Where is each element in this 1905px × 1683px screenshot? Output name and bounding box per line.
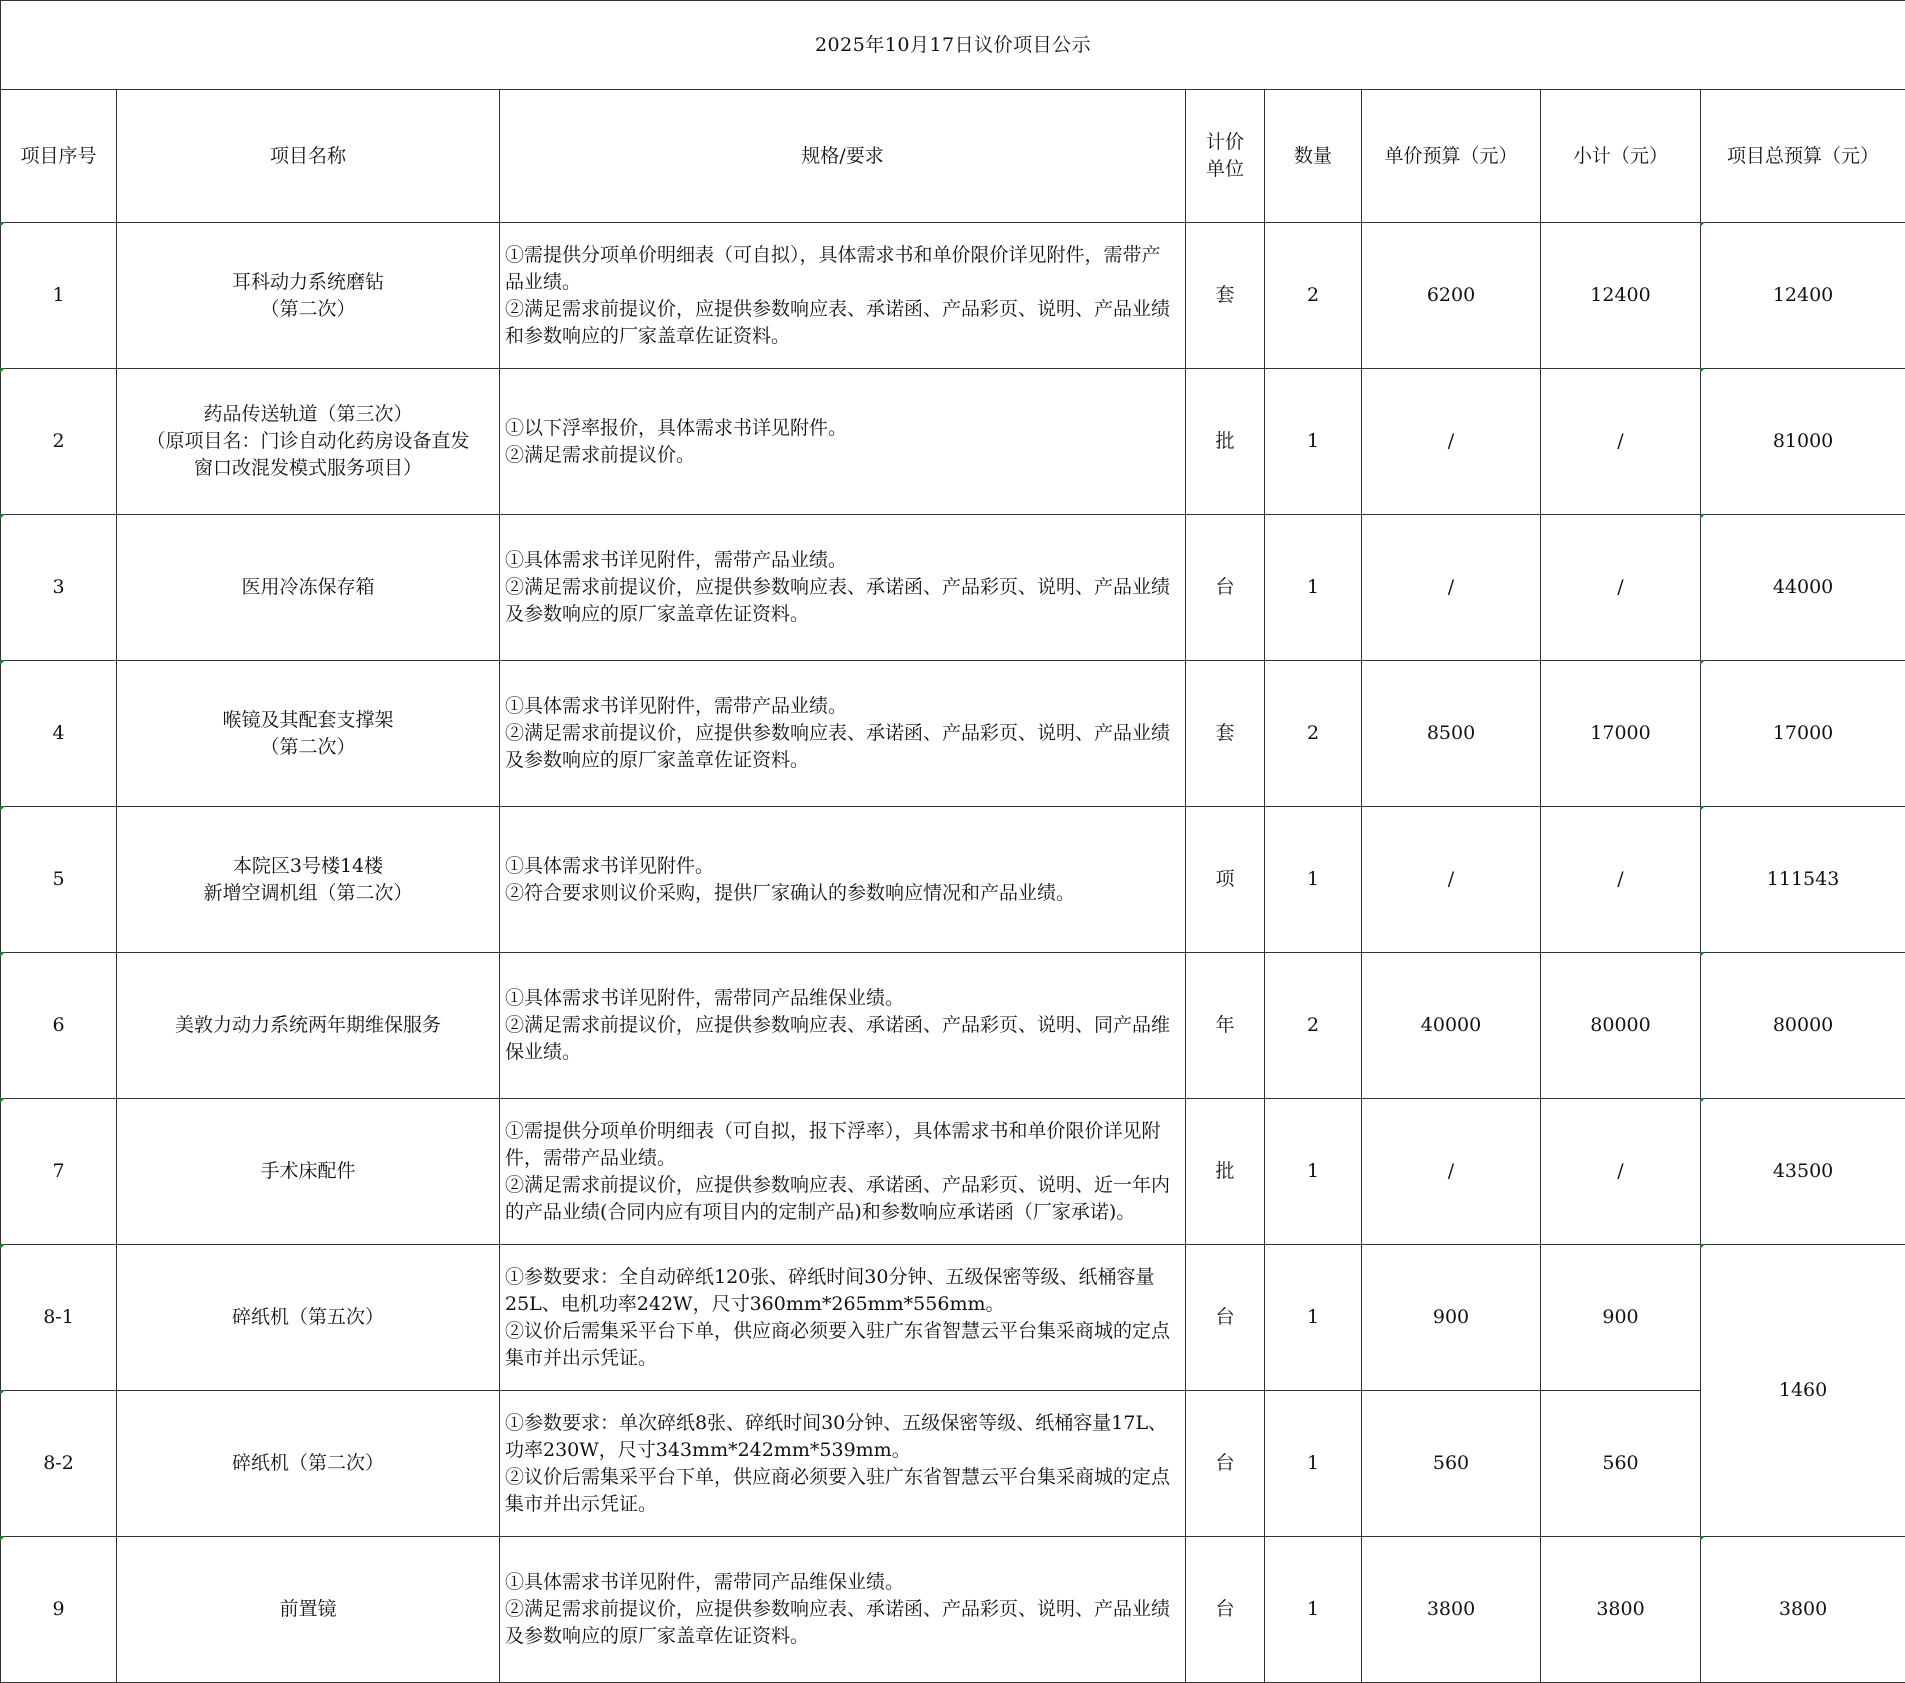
row-qty: 1 bbox=[1265, 1245, 1362, 1391]
header-qty: 数量 bbox=[1265, 90, 1362, 223]
row-no bbox=[1, 369, 117, 515]
row-price: 560 bbox=[1362, 1391, 1541, 1537]
row-unit: 项 bbox=[1186, 807, 1265, 953]
row-subtotal: 80000 bbox=[1541, 953, 1701, 1099]
row-no bbox=[1, 1099, 117, 1245]
table-row bbox=[1, 369, 1905, 515]
row-name-line: 新增空调机组（第二次） bbox=[203, 881, 413, 904]
row-total bbox=[1701, 223, 1905, 369]
row-no-text: 7 bbox=[52, 1160, 65, 1182]
cell-marker bbox=[0, 806, 5, 811]
row-no-text: 5 bbox=[52, 868, 65, 890]
row-subtotal: 3800 bbox=[1541, 1537, 1701, 1683]
row-total bbox=[1701, 1245, 1905, 1537]
cell-marker bbox=[0, 1536, 5, 1541]
row-name-line: 药品传送轨道（第三次） bbox=[203, 403, 413, 425]
row-spec-line: ①具体需求书详见附件，需带同产品维保业绩。 bbox=[505, 987, 905, 1009]
row-spec-line: ②符合要求则议价采购，提供厂家确认的参数响应情况和产品业绩。 bbox=[505, 881, 1076, 904]
row-price: 8500 bbox=[1362, 661, 1541, 807]
cell-marker bbox=[1700, 1098, 1705, 1103]
header-name: 项目名称 bbox=[117, 90, 500, 223]
row-qty: 1 bbox=[1265, 1099, 1362, 1245]
header-spec: 规格/要求 bbox=[500, 90, 1186, 223]
row-no-text: 3 bbox=[52, 576, 65, 598]
row-price: / bbox=[1362, 515, 1541, 661]
row-spec-line: ①参数要求：全自动碎纸120张、碎纸时间30分钟、五级保密等级、纸桶容量25L、电机功率242W，尺寸360mm*265mm*556mm。 bbox=[505, 1265, 1155, 1315]
row-total bbox=[1701, 953, 1905, 1099]
row-name-line: 碎纸机（第二次） bbox=[231, 1452, 384, 1474]
row-subtotal: / bbox=[1541, 1099, 1701, 1245]
row-spec-line: ①具体需求书详见附件，需带同产品维保业绩。 bbox=[505, 1571, 905, 1593]
row-name bbox=[117, 369, 500, 515]
row-no-text: 4 bbox=[52, 722, 65, 744]
table-row bbox=[1, 223, 1905, 369]
row-spec-line: ②议价后需集采平台下单，供应商必须要入驻广东省智慧云平台集采商城的定点集市并出示凭证。 bbox=[505, 1465, 1171, 1515]
row-name-line: （原项目名：门诊自动化药房设备直发 bbox=[146, 430, 470, 452]
row-price: 6200 bbox=[1362, 223, 1541, 369]
row-price: 40000 bbox=[1362, 953, 1541, 1099]
row-spec-line: ②满足需求前提议价，应提供参数响应表、承诺函、产品彩页、说明、产品业绩及参数响应的原厂家盖章佐证资料。 bbox=[505, 1598, 1171, 1647]
row-spec bbox=[500, 953, 1186, 1099]
row-spec-line: ②议价后需集采平台下单，供应商必须要入驻广东省智慧云平台集采商城的定点集市并出示凭证。 bbox=[505, 1319, 1171, 1369]
cell-marker bbox=[1700, 952, 1705, 957]
row-name-line: 手术床配件 bbox=[260, 1160, 356, 1182]
row-spec bbox=[500, 1099, 1186, 1245]
row-spec-line: ①需提供分项单价明细表（可自拟），具体需求书和单价限价详见附件，需带产品业绩。 bbox=[505, 243, 1161, 293]
header-total: 项目总预算（元） bbox=[1701, 90, 1905, 223]
row-name-line: 窗口改混发模式服务项目） bbox=[193, 457, 422, 479]
row-no-text: 2 bbox=[52, 430, 65, 452]
cell-marker bbox=[0, 222, 5, 227]
row-name bbox=[117, 953, 500, 1099]
row-name bbox=[117, 807, 500, 953]
row-no bbox=[1, 1391, 117, 1537]
row-qty: 2 bbox=[1265, 223, 1362, 369]
row-spec bbox=[500, 515, 1186, 661]
row-spec-line: ①具体需求书详见附件，需带产品业绩。 bbox=[505, 549, 848, 571]
row-subtotal: 560 bbox=[1541, 1391, 1701, 1537]
row-qty: 1 bbox=[1265, 1537, 1362, 1683]
row-no bbox=[1, 661, 117, 807]
row-spec-line: ①以下浮率报价，具体需求书详见附件。 bbox=[505, 416, 848, 439]
row-name-line: （第二次） bbox=[260, 297, 356, 320]
header-row bbox=[1, 90, 1905, 223]
row-name-line: 喉镜及其配套支撑架 bbox=[222, 708, 394, 731]
row-no bbox=[1, 1245, 117, 1391]
row-qty: 1 bbox=[1265, 369, 1362, 515]
table-row bbox=[1, 661, 1905, 807]
row-unit: 批 bbox=[1186, 1099, 1265, 1245]
row-spec bbox=[500, 1245, 1186, 1391]
row-spec bbox=[500, 1391, 1186, 1537]
row-name bbox=[117, 1245, 500, 1391]
row-total bbox=[1701, 807, 1905, 953]
table-row bbox=[1, 515, 1905, 661]
row-name-line: 本院区3号楼14楼 bbox=[232, 854, 384, 877]
row-spec-line: ②满足需求前提议价，应提供参数响应表、承诺函、产品彩页、说明、同产品维保业绩。 bbox=[505, 1014, 1171, 1063]
row-total-text: 3800 bbox=[1778, 1598, 1828, 1620]
table-row bbox=[1, 807, 1905, 953]
row-subtotal: / bbox=[1541, 515, 1701, 661]
row-spec bbox=[500, 1537, 1186, 1683]
table-row bbox=[1, 1391, 1905, 1537]
row-subtotal: 17000 bbox=[1541, 661, 1701, 807]
row-unit: 台 bbox=[1186, 1537, 1265, 1683]
cell-marker bbox=[1700, 222, 1705, 227]
row-spec-line: ②满足需求前提议价，应提供参数响应表、承诺函、产品彩页、说明、近一年内的产品业绩(合同内应有项目内的定制产品)和参数响应承诺函（厂家承诺)。 bbox=[505, 1173, 1171, 1223]
row-subtotal: 900 bbox=[1541, 1245, 1701, 1391]
row-price: 3800 bbox=[1362, 1537, 1541, 1683]
row-unit: 台 bbox=[1186, 1245, 1265, 1391]
row-total bbox=[1701, 369, 1905, 515]
row-spec bbox=[500, 661, 1186, 807]
row-spec-line: ②满足需求前提议价。 bbox=[505, 443, 696, 466]
row-unit: 年 bbox=[1186, 953, 1265, 1099]
cell-marker bbox=[1700, 514, 1705, 519]
header-price: 单价预算（元） bbox=[1362, 90, 1541, 223]
header-unit-line1: 计价 bbox=[1205, 131, 1244, 153]
row-subtotal: 12400 bbox=[1541, 223, 1701, 369]
row-no-text: 6 bbox=[52, 1014, 65, 1036]
row-no bbox=[1, 953, 117, 1099]
row-qty: 2 bbox=[1265, 661, 1362, 807]
row-name bbox=[117, 223, 500, 369]
row-no bbox=[1, 515, 117, 661]
cell-marker bbox=[1700, 1536, 1705, 1541]
row-qty: 1 bbox=[1265, 807, 1362, 953]
row-name-line: 碎纸机（第五次） bbox=[231, 1306, 384, 1328]
row-spec-line: ②满足需求前提议价，应提供参数响应表、承诺函、产品彩页、说明、产品业绩及参数响应的原厂家盖章佐证资料。 bbox=[505, 576, 1171, 625]
row-name bbox=[117, 515, 500, 661]
row-spec-line: ②满足需求前提议价，应提供参数响应表、承诺函、产品彩页、说明、产品业绩和参数响应的厂家盖章佐证资料。 bbox=[505, 297, 1171, 347]
row-subtotal: / bbox=[1541, 807, 1701, 953]
row-no-text: 1 bbox=[52, 284, 65, 306]
row-price: / bbox=[1362, 1099, 1541, 1245]
row-price: / bbox=[1362, 807, 1541, 953]
cell-marker bbox=[1700, 368, 1705, 373]
row-unit: 套 bbox=[1186, 223, 1265, 369]
row-unit: 批 bbox=[1186, 369, 1265, 515]
row-name-line: 美敦力动力系统两年期维保服务 bbox=[174, 1014, 441, 1036]
row-qty: 2 bbox=[1265, 953, 1362, 1099]
cell-marker bbox=[0, 368, 5, 373]
row-no-text: 8-2 bbox=[43, 1452, 74, 1474]
row-qty: 1 bbox=[1265, 515, 1362, 661]
row-no bbox=[1, 807, 117, 953]
table-row bbox=[1, 1099, 1905, 1245]
row-spec bbox=[500, 223, 1186, 369]
cell-marker bbox=[0, 514, 5, 519]
table-row bbox=[1, 1537, 1905, 1683]
table-row bbox=[1, 1245, 1905, 1391]
row-price: 900 bbox=[1362, 1245, 1541, 1391]
row-name-line: 耳科动力系统磨钻 bbox=[231, 270, 384, 293]
header-unit bbox=[1186, 90, 1265, 223]
row-name-line: （第二次） bbox=[260, 735, 356, 758]
row-no-text: 8-1 bbox=[43, 1306, 74, 1328]
row-subtotal: / bbox=[1541, 369, 1701, 515]
row-name bbox=[117, 1537, 500, 1683]
row-total bbox=[1701, 1099, 1905, 1245]
row-spec bbox=[500, 807, 1186, 953]
row-spec-line: ①具体需求书详见附件，需带产品业绩。 bbox=[505, 695, 848, 717]
row-total-text: 44000 bbox=[1772, 576, 1834, 598]
row-qty: 1 bbox=[1265, 1391, 1362, 1537]
row-unit: 台 bbox=[1186, 515, 1265, 661]
cell-marker bbox=[1700, 806, 1705, 811]
row-spec-line: ①需提供分项单价明细表（可自拟，报下浮率），具体需求书和单价限价详见附件，需带产品业绩。 bbox=[505, 1119, 1161, 1169]
row-spec-line: ①参数要求：单次碎纸8张、碎纸时间30分钟、五级保密等级、纸桶容量17L、功率230W，尺寸343mm*242mm*539mm。 bbox=[505, 1411, 1168, 1461]
row-name-line: 医用冷冻保存箱 bbox=[241, 576, 375, 598]
row-no-text: 9 bbox=[52, 1598, 65, 1620]
cell-marker bbox=[0, 1098, 5, 1103]
row-name bbox=[117, 661, 500, 807]
row-spec-line: ①具体需求书详见附件。 bbox=[505, 854, 715, 877]
row-total bbox=[1701, 661, 1905, 807]
row-unit: 台 bbox=[1186, 1391, 1265, 1537]
row-name bbox=[117, 1391, 500, 1537]
table-row bbox=[1, 953, 1905, 1099]
row-total bbox=[1701, 1537, 1905, 1683]
row-total-text: 81000 bbox=[1772, 430, 1834, 452]
page-title: 2025年10月17日议价项目公示 bbox=[1, 1, 1905, 90]
cell-marker bbox=[0, 660, 5, 665]
row-no bbox=[1, 223, 117, 369]
row-no bbox=[1, 1537, 117, 1683]
row-total bbox=[1701, 515, 1905, 661]
row-total-text: 1460 bbox=[1778, 1379, 1828, 1401]
cell-marker bbox=[0, 1244, 5, 1249]
cell-marker bbox=[0, 1390, 5, 1395]
row-total-text: 80000 bbox=[1772, 1014, 1834, 1036]
row-price: / bbox=[1362, 369, 1541, 515]
row-total-text: 12400 bbox=[1772, 284, 1834, 306]
row-spec-line: ②满足需求前提议价，应提供参数响应表、承诺函、产品彩页、说明、产品业绩及参数响应的原厂家盖章佐证资料。 bbox=[505, 722, 1171, 771]
header-no: 项目序号 bbox=[1, 90, 117, 223]
row-name bbox=[117, 1099, 500, 1245]
header-subtotal: 小计（元） bbox=[1541, 90, 1701, 223]
row-total-text: 43500 bbox=[1772, 1160, 1834, 1182]
cell-marker bbox=[1700, 1244, 1705, 1249]
cell-marker bbox=[0, 952, 5, 957]
row-total-text: 111543 bbox=[1766, 868, 1840, 890]
row-spec bbox=[500, 369, 1186, 515]
row-name-line: 前置镜 bbox=[279, 1598, 337, 1620]
cell-marker bbox=[1700, 660, 1705, 665]
row-total-text: 17000 bbox=[1772, 722, 1834, 744]
row-unit: 套 bbox=[1186, 661, 1265, 807]
header-unit-line2: 单位 bbox=[1205, 158, 1244, 180]
